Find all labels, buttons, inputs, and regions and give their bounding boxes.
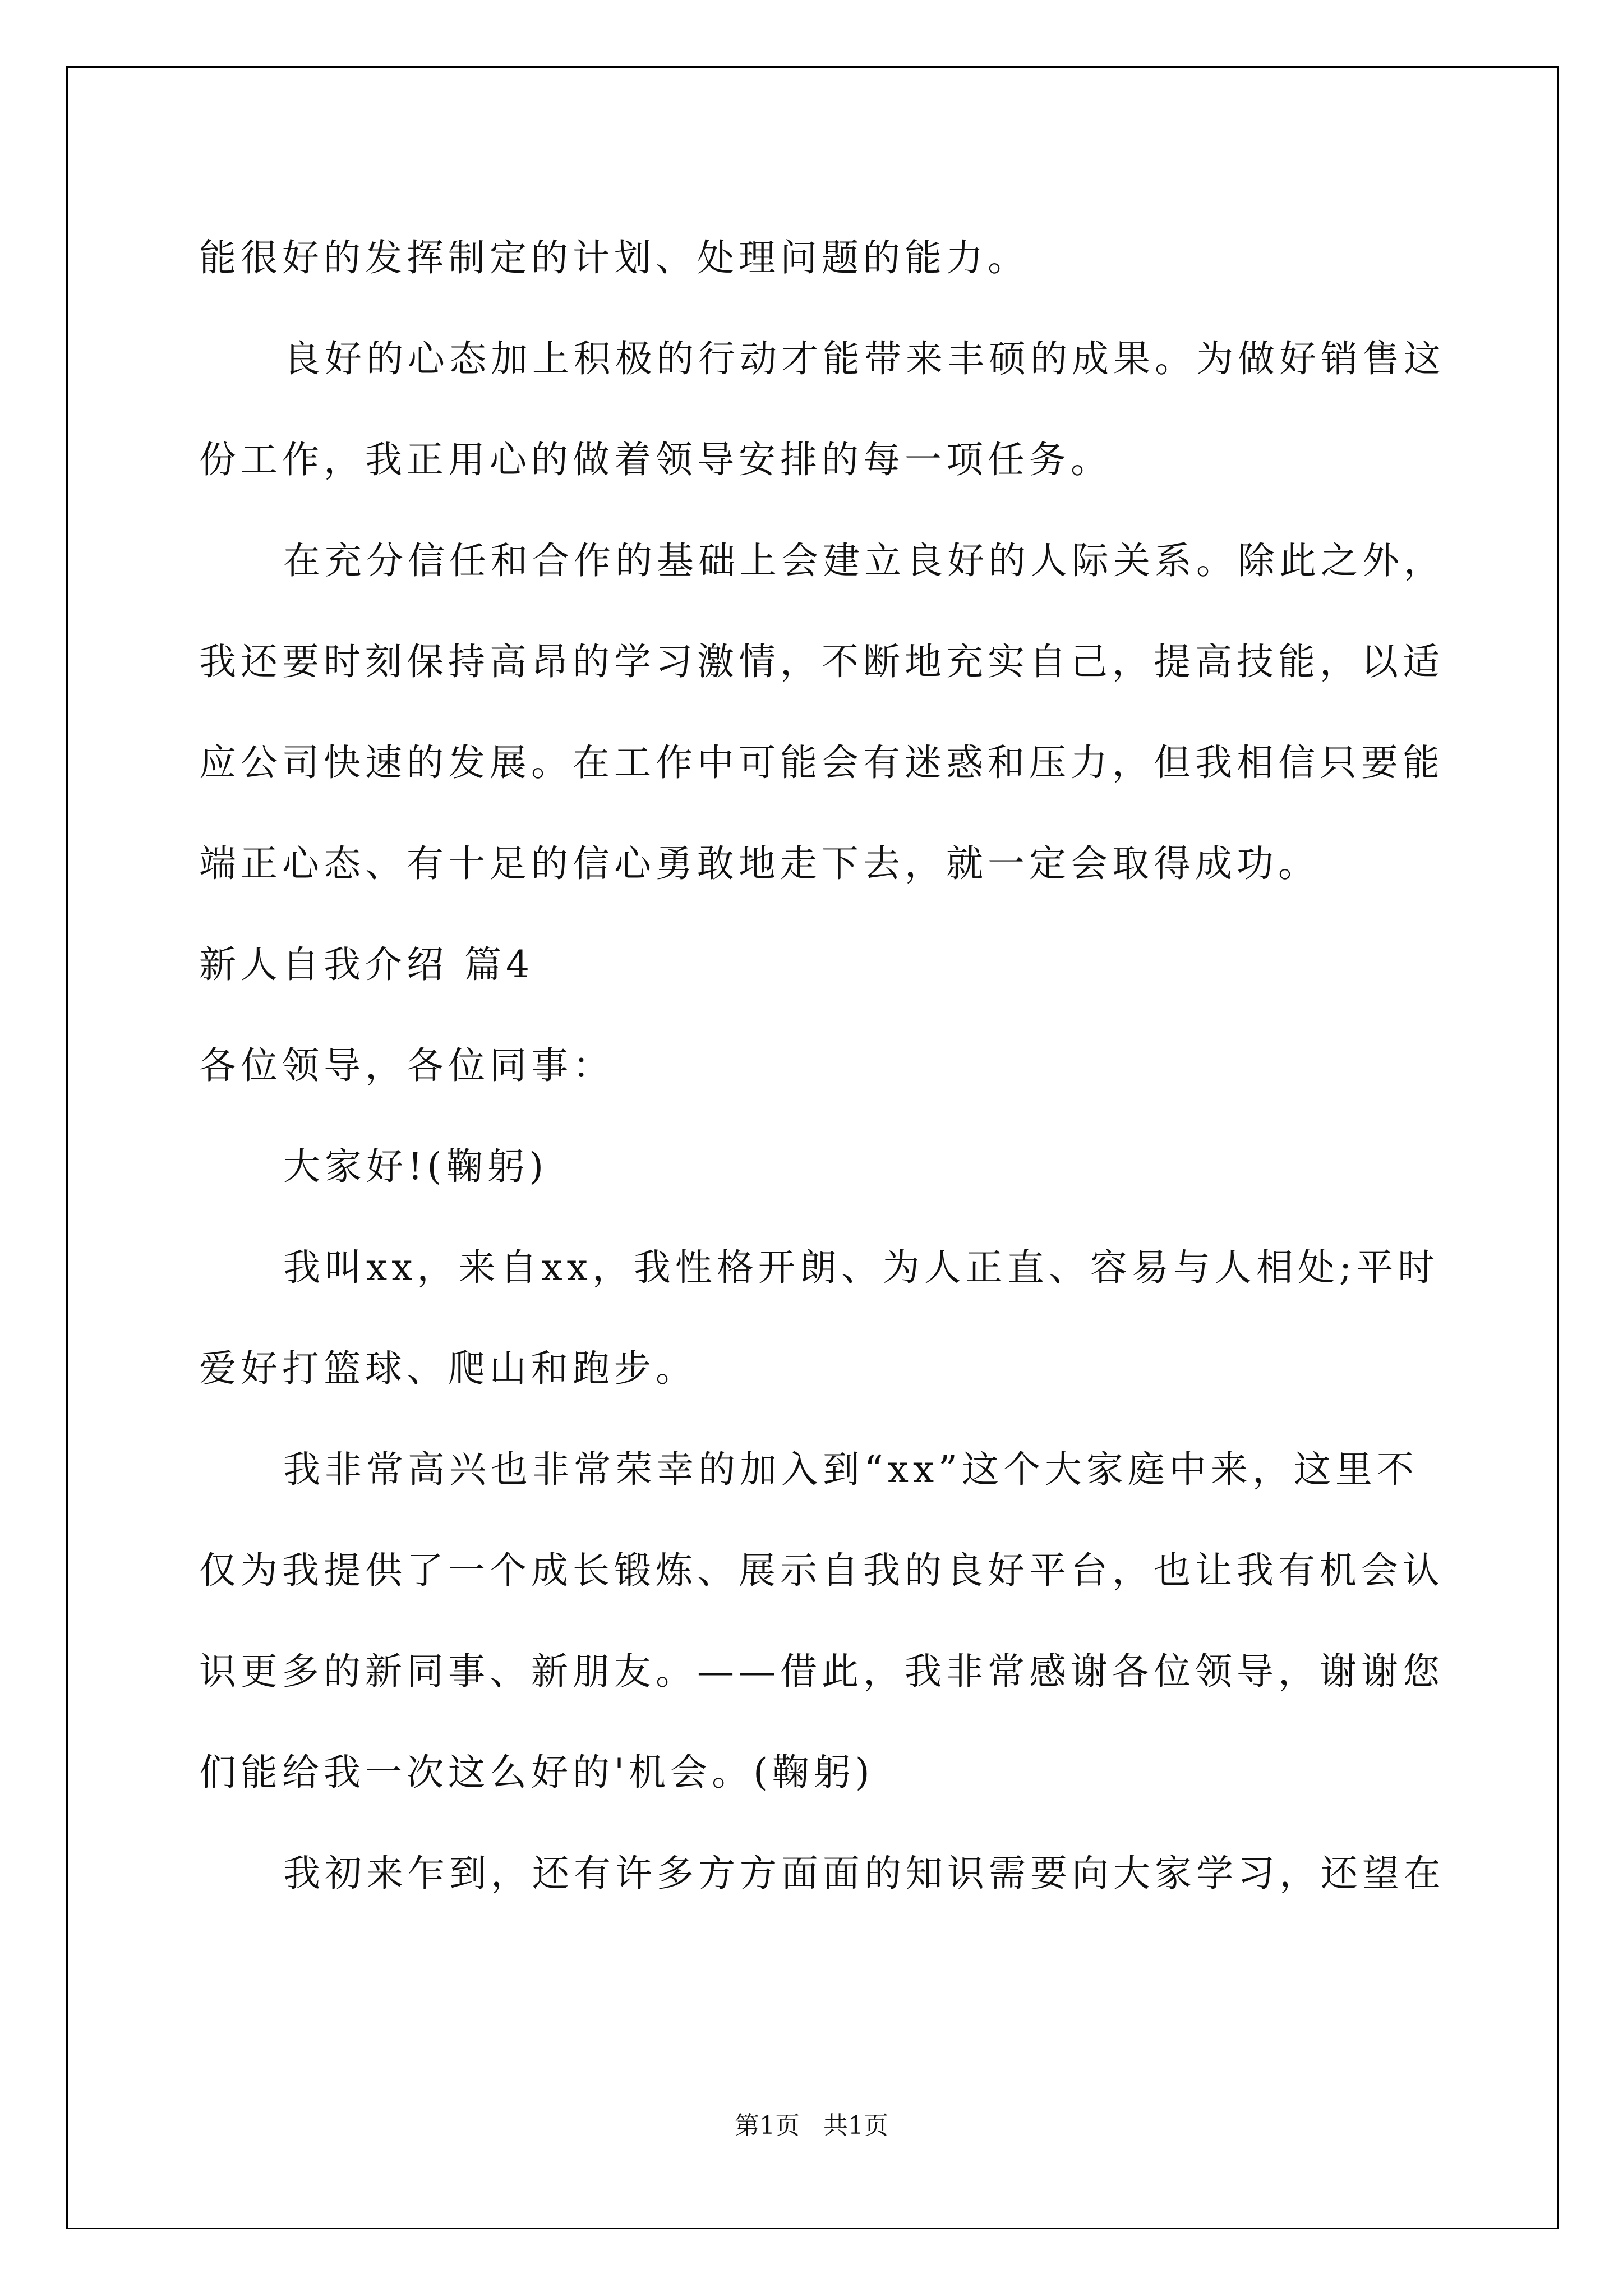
page-number-footer: 第1页 共1页 bbox=[735, 2111, 888, 2140]
text-line-4: 在充分信任和合作的基础上会建立良好的人际关系。除此之外， bbox=[283, 539, 1445, 582]
section-heading: 新人自我介绍 篇4 bbox=[199, 943, 534, 986]
salutation: 各位领导，各位同事： bbox=[199, 1044, 614, 1087]
text-line-11: 我叫xx，来自xx，我性格开朗、为人正直、容易与人相处;平时 bbox=[283, 1246, 1440, 1289]
text-line-1: 能很好的发挥制定的计划、处理问题的能力。 bbox=[199, 236, 1029, 279]
greeting: 大家好!(鞠躬) bbox=[283, 1145, 548, 1188]
document-body bbox=[199, 208, 1445, 1924]
text-line-14: 仅为我提供了一个成长锻炼、展示自我的良好平台，也让我有机会认 bbox=[199, 1549, 1444, 1592]
text-line-12: 爱好打篮球、爬山和跑步。 bbox=[199, 1347, 697, 1390]
text-line-2: 良好的心态加上积极的行动才能带来丰硕的成果。为做好销售这 bbox=[283, 337, 1445, 380]
text-line-13: 我非常高兴也非常荣幸的加入到“xx”这个大家庭中来，这里不 bbox=[283, 1448, 1418, 1491]
text-line-17: 我初来乍到，还有许多方方面面的知识需要向大家学习，还望在 bbox=[283, 1852, 1445, 1895]
text-line-7: 端正心态、有十足的信心勇敢地走下去，就一定会取得成功。 bbox=[199, 842, 1320, 885]
text-line-16: 们能给我一次这么好的'机会。(鞠躬) bbox=[199, 1751, 874, 1794]
text-line-5: 我还要时刻保持高昂的学习激情，不断地充实自己，提高技能，以适 bbox=[199, 640, 1444, 683]
text-line-3: 份工作，我正用心的做着领导安排的每一项任务。 bbox=[199, 438, 1112, 481]
text-line-6: 应公司快速的发展。在工作中可能会有迷惑和压力，但我相信只要能 bbox=[199, 741, 1444, 784]
text-line-15: 识更多的新同事、新朋友。——借此，我非常感谢各位领导，谢谢您 bbox=[199, 1650, 1444, 1693]
